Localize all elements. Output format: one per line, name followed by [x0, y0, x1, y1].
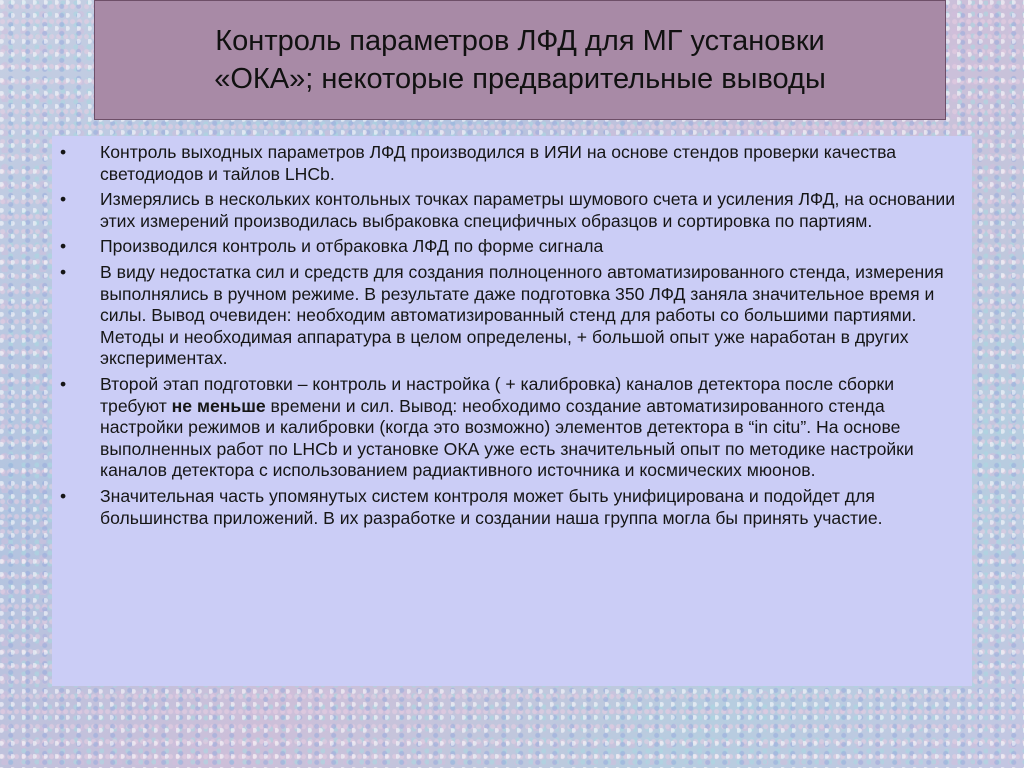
bullet-icon: • — [60, 485, 67, 506]
bullet-icon: • — [60, 236, 67, 257]
bullet-list — [52, 142, 962, 529]
bullet-text: В виду недостатка сил и средств для создания полноценного автоматизированного стенда, измерения выполнялись в ручном режиме. В результате даже подготовка 350 ЛФД заняла значительное время и силы. Вывод очевиден: необходим автоматизированный стенд для работы со большими партиями. Методы и необходимая аппаратура в целом определены, + большой опыт уже наработан в других экспериментах. — [100, 261, 944, 369]
content-panel — [52, 136, 972, 686]
bullet-text: Значительная часть упомянутых систем контроля может быть унифицирована и подойдет для большинства приложений. В их разработке и создании наша группа могла бы принять участие. — [100, 485, 883, 528]
bullet-text-end: времени и сил. Вывод: необходимо создание автоматизированного стенда настройки режимов и калибровки (когда это возможно) элементов детектора в “in citu”. На основе выполненных работ по LHCb и установке ОКА уже есть значительный опыт по методике настройки каналов детектора с использованием радиактивного источника и космических мюонов. — [100, 395, 914, 481]
bullet-text: Измерялись в нескольких контольных точках параметры шумового счета и усиления ЛФД, на основании этих измерений производилась выбраковка специфичных образцов и сортировка по партиям. — [100, 189, 956, 231]
bullet-text-emphasis: не меньше — [171, 395, 266, 416]
bullet-item — [52, 142, 962, 185]
bullet-icon: • — [60, 189, 67, 210]
bullet-item — [52, 262, 962, 370]
bullet-icon: • — [60, 373, 67, 394]
bullet-text-start: Второй этап подготовки – контроль и настройка ( + калибровка) каналов детектора после сборки требуют — [100, 373, 895, 416]
slide-title-box — [94, 0, 946, 120]
slide-title-line-1: Контроль параметров ЛФД для МГ установки — [215, 25, 825, 57]
bullet-text: Контроль выходных параметров ЛФД производился в ИЯИ на основе стендов проверки качества светодиодов и тайлов LHCb. — [100, 142, 897, 184]
bullet-text: Производился контроль и отбраковка ЛФД по форме сигнала — [100, 236, 604, 257]
slide-title-line-2: «ОКА»; некоторые предварительные выводы — [214, 63, 826, 95]
bullet-item — [52, 486, 962, 529]
bullet-icon: • — [60, 261, 67, 282]
bullet-item — [52, 236, 962, 258]
bullet-icon: • — [60, 142, 67, 162]
bullet-item — [52, 189, 962, 232]
bullet-item — [52, 374, 962, 482]
